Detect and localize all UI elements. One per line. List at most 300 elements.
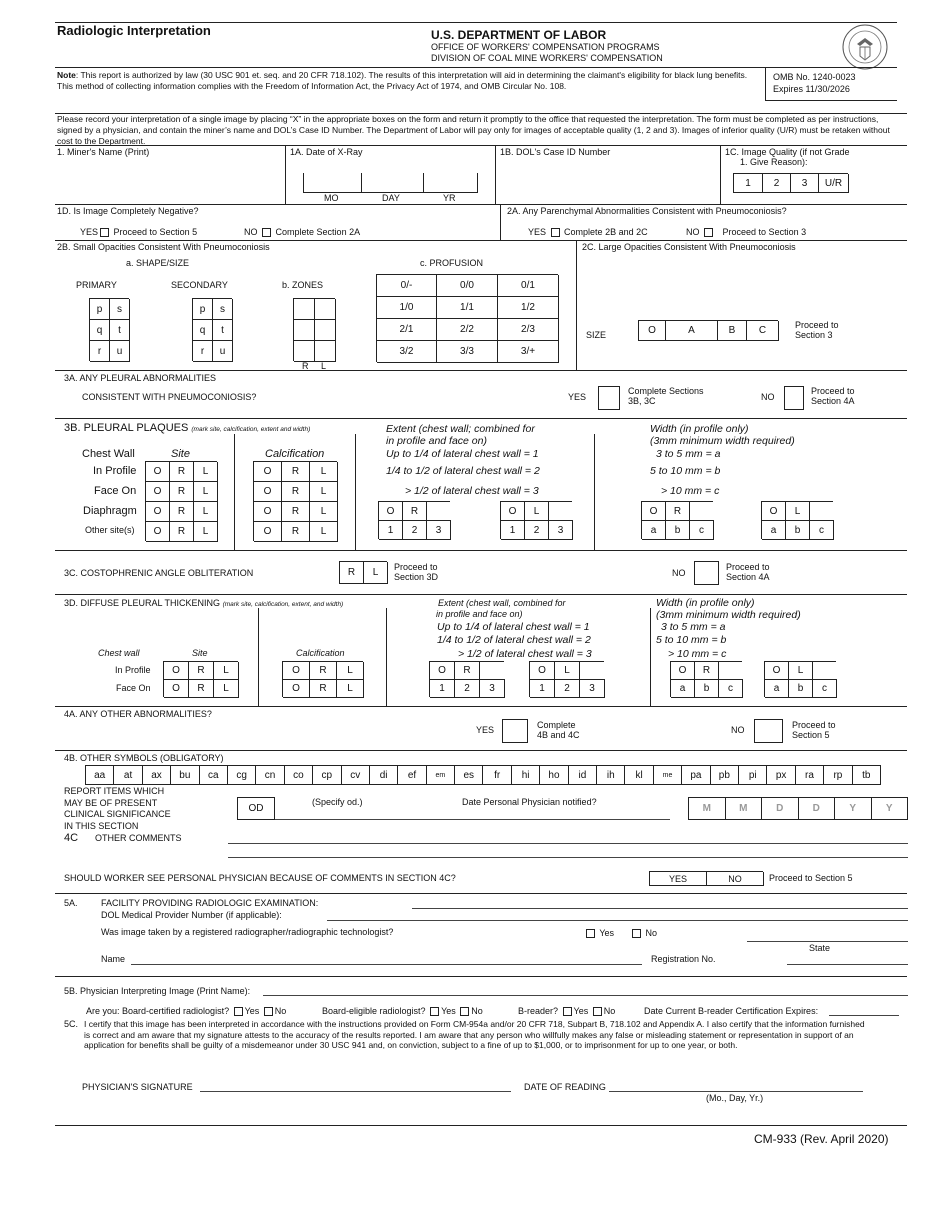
profusion-grid[interactable] — [376, 274, 558, 362]
profusion-cell[interactable]: 1/2 — [498, 297, 559, 319]
image-quality-options[interactable] — [733, 173, 848, 193]
plaque-width-heading-2: (3mm minimum width required) — [650, 435, 795, 447]
calc-r[interactable]: R — [282, 502, 310, 522]
od-box[interactable] — [237, 797, 275, 820]
checkbox-icon[interactable] — [460, 1007, 469, 1016]
date-notified-grid[interactable] — [688, 797, 908, 820]
calc-l[interactable]: L — [310, 462, 338, 482]
checkbox-icon — [632, 929, 641, 938]
other-comments-label: OTHER COMMENTS — [95, 833, 182, 843]
calc-r[interactable]: R — [282, 482, 310, 502]
other-symbols-grid[interactable] — [85, 765, 881, 785]
dpt-extent-3: > 1/2 of lateral chest wall = 3 — [458, 648, 592, 660]
dpt-extent-heading-2: in profile and face on) — [436, 609, 523, 619]
size-cell[interactable]: O — [639, 321, 666, 341]
see-physician-options[interactable] — [649, 871, 763, 886]
calc-l[interactable]: L — [337, 680, 364, 698]
width-b[interactable]: b — [695, 680, 719, 698]
chest-wall-label: Chest Wall — [82, 448, 135, 460]
omb-number: OMB No. 1240-0023 — [773, 72, 856, 82]
image-quality-label: 1C. Image Quality (if not Grade — [725, 147, 850, 157]
dpt-site-label: Site — [192, 648, 208, 658]
quality-option[interactable]: 1 — [734, 174, 763, 193]
extent-1[interactable]: 1 — [501, 521, 525, 540]
width-c[interactable]: c — [690, 521, 714, 540]
width-a[interactable]: a — [765, 680, 789, 698]
calc-l[interactable]: L — [337, 662, 364, 680]
other-abnormalities-label: 4A. ANY OTHER ABNORMALITIES? — [64, 709, 212, 719]
date-cell[interactable]: M — [689, 798, 726, 820]
proceed-section-5: Proceed to Section 5 — [769, 873, 853, 883]
profusion-cell[interactable]: 3/+ — [498, 341, 559, 363]
site-r[interactable]: R — [170, 522, 194, 542]
division-name: DIVISION OF COAL MINE WORKERS' COMPENSATION — [431, 53, 663, 63]
symbol-tb[interactable]: tb — [853, 766, 881, 785]
name-label: Name — [101, 954, 126, 964]
extent-1[interactable]: 1 — [530, 680, 555, 698]
costophrenic-l[interactable]: L — [364, 562, 388, 584]
checkbox-icon — [100, 228, 109, 237]
day-label: DAY — [382, 193, 400, 203]
symbol-px[interactable]: px — [767, 766, 795, 785]
pleural-plaques-title: 3B. PLEURAL PLAQUES (mark site, calcification, extent and width) — [64, 422, 311, 434]
width-r[interactable]: R — [666, 502, 690, 521]
dpt-width-heading-2: (3mm minimum width required) — [656, 609, 801, 621]
calc-l[interactable]: L — [310, 502, 338, 522]
zone-cell[interactable] — [315, 320, 336, 341]
shape-cell[interactable]: q — [90, 320, 110, 341]
board-eligible-question: Board-eligible radiologist? Yes No — [322, 1006, 483, 1016]
omb-expires: Expires 11/30/2026 — [773, 84, 850, 94]
blank-cell — [427, 502, 451, 521]
calc-o[interactable]: O — [254, 462, 282, 482]
checkbox-icon — [262, 228, 271, 237]
width-c[interactable]: c — [719, 680, 743, 698]
costophrenic-grid[interactable] — [339, 561, 387, 584]
legal-note: Note: This report is authorized by law (30 USC 901 et. seq. and 20 CFR 718.102). The results of this interpretation will aid in determining the claimant's eligibility for black lung benefits. This method of collecting information complies with the Freedom of Information Act, the Privacy Act of 1974, and OMB Circular No. 108. — [57, 70, 748, 91]
section-5a-label: 5A. — [64, 898, 78, 908]
profusion-cell[interactable]: 0/1 — [498, 275, 559, 297]
calc-o[interactable]: O — [283, 680, 310, 698]
checkbox-icon[interactable] — [593, 1007, 602, 1016]
small-opacities-label: 2B. Small Opacities Consistent With Pneumoconiosis — [57, 242, 270, 252]
dpt-width-1: 3 to 5 mm = a — [661, 621, 726, 633]
shape-size-label: a. SHAPE/SIZE — [126, 258, 190, 268]
symbol-ih[interactable]: ih — [597, 766, 625, 785]
width-a[interactable]: a — [762, 521, 786, 540]
primary-shape-grid[interactable] — [89, 298, 129, 361]
costophrenic-r[interactable]: R — [340, 562, 364, 584]
od-label[interactable]: OD — [238, 798, 275, 820]
date-cell[interactable]: D — [799, 798, 836, 820]
symbol-ho[interactable]: ho — [540, 766, 568, 785]
symbol-cg[interactable]: cg — [228, 766, 256, 785]
site-r[interactable]: R — [170, 462, 194, 482]
parenchymal-yes-option[interactable]: YES Complete 2B and 2C — [528, 227, 648, 237]
extent-2[interactable]: 2 — [455, 680, 480, 698]
width-o[interactable]: O — [642, 502, 666, 521]
zones-label: b. ZONES — [282, 280, 324, 290]
symbol-pb[interactable]: pb — [711, 766, 739, 785]
date-cell[interactable]: M — [726, 798, 763, 820]
costophrenic-no-label: NO — [672, 568, 686, 578]
facility-label: FACILITY PROVIDING RADIOLOGIC EXAMINATION: — [101, 898, 319, 908]
dpt-site-grid[interactable] — [163, 661, 238, 697]
dpt-width-heading: Width (in profile only) — [656, 597, 755, 609]
plaque-calcification-grid[interactable] — [253, 461, 337, 541]
zone-cell[interactable] — [294, 299, 315, 320]
other-symbols-label: 4B. OTHER SYMBOLS (OBLIGATORY) — [64, 753, 224, 763]
extent-1[interactable]: 1 — [430, 680, 455, 698]
plaque-extent-heading: Extent (chest wall; combined for — [386, 423, 535, 435]
costophrenic-no-action: Proceed to Section 4A — [726, 562, 770, 582]
shape-cell[interactable]: s — [213, 299, 233, 320]
dpt-calcification-grid[interactable] — [282, 661, 363, 697]
breader-question: B-reader? Yes No — [518, 1006, 616, 1016]
other-comments-section-label: 4C — [64, 832, 79, 844]
quality-option[interactable]: U/R — [819, 174, 849, 193]
dpt-width-2: 5 to 10 mm = b — [656, 634, 727, 646]
symbol-ef[interactable]: ef — [398, 766, 426, 785]
pleural-yes-box[interactable] — [598, 386, 620, 410]
radiographer-no-option[interactable]: No — [630, 928, 657, 938]
form-title: Radiologic Interpretation — [57, 23, 211, 38]
symbol-rp[interactable]: rp — [824, 766, 852, 785]
checkbox-icon[interactable] — [264, 1007, 273, 1016]
other-sites-label: Other site(s) — [85, 525, 135, 535]
zone-cell[interactable] — [315, 341, 336, 362]
dol-seal-icon — [842, 24, 888, 70]
see-physician-yes[interactable]: YES — [650, 872, 707, 886]
quality-option[interactable]: 2 — [763, 174, 791, 193]
dpt-extent-right-grid[interactable] — [429, 661, 504, 697]
dpt-chest-wall-label: Chest wall — [98, 648, 140, 658]
symbol-ax[interactable]: ax — [143, 766, 171, 785]
extent-2[interactable]: 2 — [403, 521, 427, 540]
breader-cert-expires-label: Date Current B-reader Certification Expires: — [644, 1006, 819, 1016]
extent-r[interactable]: R — [403, 502, 427, 521]
dpt-width-left-grid[interactable] — [764, 661, 836, 697]
size-cell[interactable]: C — [747, 321, 779, 341]
other-abnormalities-yes-label: YES — [476, 725, 495, 735]
size-cell[interactable]: B — [718, 321, 747, 341]
site-l[interactable]: L — [194, 482, 218, 502]
calc-r[interactable]: R — [282, 462, 310, 482]
in-profile-label: In Profile — [93, 465, 137, 477]
pleural-no-action: Proceed to Section 4A — [811, 386, 855, 406]
site-l[interactable]: L — [214, 662, 239, 680]
blank-cell — [719, 662, 743, 680]
blank-cell — [813, 662, 837, 680]
extent-2[interactable]: 2 — [525, 521, 549, 540]
plaque-extent-2: 1/4 to 1/2 of lateral chest wall = 2 — [386, 465, 540, 477]
plaque-extent-heading-2: in profile and face on) — [386, 435, 487, 447]
secondary-label: SECONDARY — [171, 280, 228, 290]
profusion-cell[interactable]: 2/3 — [498, 319, 559, 341]
calc-l[interactable]: L — [310, 522, 338, 542]
date-cell[interactable]: Y — [835, 798, 872, 820]
checkbox-icon — [704, 228, 713, 237]
profusion-cell[interactable]: 3/3 — [437, 341, 498, 363]
negative-question: 1D. Is Image Completely Negative? — [57, 206, 199, 216]
site-l[interactable]: L — [194, 502, 218, 522]
dpt-width-3: > 10 mm = c — [668, 648, 727, 660]
site-l[interactable]: L — [194, 522, 218, 542]
symbol-co[interactable]: co — [285, 766, 313, 785]
width-a[interactable]: a — [642, 521, 666, 540]
shape-cell[interactable]: q — [193, 320, 213, 341]
width-a[interactable]: a — [671, 680, 695, 698]
large-opacities-label: 2C. Large Opacities Consistent With Pneumoconiosis — [582, 242, 796, 252]
other-abnormalities-no-action: Proceed to Section 5 — [792, 720, 836, 740]
symbol-ca[interactable]: ca — [200, 766, 228, 785]
shape-cell[interactable]: u — [110, 341, 130, 362]
width-b[interactable]: b — [666, 521, 690, 540]
dpt-extent-1: Up to 1/4 of lateral chest wall = 1 — [437, 621, 590, 633]
symbol-at[interactable]: at — [114, 766, 142, 785]
blank-cell — [580, 662, 605, 680]
dpt-extent-left-grid[interactable] — [529, 661, 604, 697]
xray-date-label: 1A. Date of X-Ray — [290, 147, 363, 157]
large-opacity-size-grid[interactable] — [638, 320, 778, 341]
signature-line[interactable] — [200, 1091, 511, 1092]
dpt-in-profile-label: In Profile — [115, 665, 151, 675]
plaque-site-grid[interactable] — [145, 461, 217, 541]
calc-r[interactable]: R — [282, 522, 310, 542]
symbol-em[interactable]: em — [427, 766, 455, 785]
parenchymal-question: 2A. Any Parenchymal Abnormalities Consistent with Pneumoconiosis? — [507, 206, 787, 216]
width-r[interactable]: R — [695, 662, 719, 680]
symbol-id[interactable]: id — [569, 766, 597, 785]
calcification-label: Calcification — [265, 448, 325, 460]
site-r[interactable]: R — [189, 662, 214, 680]
pleural-no-label: NO — [761, 392, 775, 402]
signature-label: PHYSICIAN'S SIGNATURE — [82, 1082, 193, 1092]
pleural-yes-label: YES — [568, 392, 587, 402]
calc-o[interactable]: O — [254, 502, 282, 522]
negative-yes-option[interactable]: YES Proceed to Section 5 — [80, 227, 198, 237]
certification-text: I certify that this image has been interpreted in accordance with the instructions provided on Form CM-954a and/or 20 CFR 718, Subpart B, 718.102 and Appendix A. I also certify that the information furnished is correct and am aware that my signature attests to the accuracy of the results reported. I am aware that any person who willfully makes any false or misleading statement or representation in support of an application for benefits shall be guilty of a misdemeanor under 30 USC 941 and, on conviction, subject to a fine of up to $1,000, or to imprisonment for up to one year, or both. — [84, 1019, 865, 1050]
symbol-cv[interactable]: cv — [342, 766, 370, 785]
extent-l[interactable]: L — [555, 662, 580, 680]
dpt-width-right-grid[interactable] — [670, 661, 742, 697]
checkbox-icon[interactable] — [563, 1007, 572, 1016]
shape-cell[interactable]: p — [193, 299, 213, 320]
site-r[interactable]: R — [170, 502, 194, 522]
site-o[interactable]: O — [146, 502, 170, 522]
blank-cell — [480, 662, 505, 680]
symbol-cp[interactable]: cp — [313, 766, 341, 785]
see-physician-question: SHOULD WORKER SEE PERSONAL PHYSICIAN BECAUSE OF COMMENTS IN SECTION 4C? — [64, 873, 456, 883]
provider-number-label: DOL Medical Provider Number (if applicable): — [101, 910, 282, 920]
shape-cell[interactable]: u — [213, 341, 233, 362]
board-certified-question: Are you: Board-certified radiologist? Yes No — [86, 1006, 287, 1016]
parenchymal-no-option[interactable]: NO Proceed to Section 3 — [686, 227, 807, 237]
office-name: OFFICE OF WORKERS' COMPENSATION PROGRAMS — [431, 42, 660, 52]
case-id-label: 1B. DOL's Case ID Number — [500, 147, 611, 157]
registration-label: Registration No. — [651, 954, 716, 964]
plaque-width-1: 3 to 5 mm = a — [656, 448, 721, 460]
pleural-no-box[interactable] — [784, 386, 804, 410]
date-cell[interactable]: Y — [872, 798, 909, 820]
radiographer-yes-option[interactable]: Yes — [584, 928, 614, 938]
profusion-cell[interactable]: 1/1 — [437, 297, 498, 319]
dpt-calcification-label: Calcification — [296, 648, 345, 658]
shape-cell[interactable]: s — [110, 299, 130, 320]
symbol-di[interactable]: di — [370, 766, 398, 785]
site-o[interactable]: O — [146, 462, 170, 482]
width-o[interactable]: O — [765, 662, 789, 680]
date-of-reading-line[interactable] — [609, 1091, 863, 1092]
shape-cell[interactable]: p — [90, 299, 110, 320]
extent-1[interactable]: 1 — [379, 521, 403, 540]
zone-left-label: L — [321, 361, 327, 371]
site-o[interactable]: O — [164, 680, 189, 698]
extent-3[interactable]: 3 — [580, 680, 605, 698]
other-abnormalities-yes-action: Complete 4B and 4C — [537, 720, 580, 740]
pleural-abnormalities-label: 3A. ANY PLEURAL ABNORMALITIES — [64, 373, 217, 383]
symbol-hi[interactable]: hi — [512, 766, 540, 785]
checkbox-icon — [551, 228, 560, 237]
calc-o[interactable]: O — [254, 522, 282, 542]
calc-o[interactable]: O — [283, 662, 310, 680]
instructions: Please record your interpretation of a single image by placing “X” in the appropriate boxes on the form and return it promptly to the office that requested the interpretation. The form must be completed as per instructions, signed by a physician, and contain the miner’s name and DOL’s Case ID Number. The Department of Labor will pay only for images of acceptable quality (1, 2 and 3). Images of inferior quality (U/R) must be retaken without cost to the Department. — [57, 114, 890, 146]
extent-l[interactable]: L — [525, 502, 549, 521]
extent-o[interactable]: O — [430, 662, 455, 680]
width-b[interactable]: b — [789, 680, 813, 698]
symbol-me[interactable]: me — [654, 766, 682, 785]
size-label: SIZE — [586, 330, 607, 340]
profusion-cell[interactable]: 0/0 — [437, 275, 498, 297]
zone-right-label: R — [302, 361, 309, 371]
pleural-yes-action: Complete Sections 3B, 3C — [628, 386, 704, 406]
checkbox-icon — [586, 929, 595, 938]
shape-cell[interactable]: t — [110, 320, 130, 341]
extent-3[interactable]: 3 — [549, 521, 573, 540]
see-physician-no[interactable]: NO — [707, 872, 764, 886]
quality-option[interactable]: 3 — [791, 174, 819, 193]
extent-3[interactable]: 3 — [480, 680, 505, 698]
profusion-label: c. PROFUSION — [420, 258, 484, 268]
site-o[interactable]: O — [146, 522, 170, 542]
other-abnormalities-yes-box[interactable] — [502, 719, 528, 743]
checkbox-icon[interactable] — [234, 1007, 243, 1016]
site-r[interactable]: R — [189, 680, 214, 698]
profusion-cell[interactable]: 0/- — [377, 275, 437, 297]
diffuse-thickening-title: 3D. DIFFUSE PLEURAL THICKENING (mark site, calcification, extent, and width) — [64, 598, 344, 608]
calc-o[interactable]: O — [254, 482, 282, 502]
plaque-extent-left-grid[interactable] — [500, 501, 572, 539]
symbol-fr[interactable]: fr — [483, 766, 511, 785]
site-o[interactable]: O — [146, 482, 170, 502]
size-cell[interactable]: A — [666, 321, 718, 341]
symbol-cn[interactable]: cn — [256, 766, 284, 785]
miner-name-label: 1. Miner's Name (Print) — [57, 147, 150, 157]
checkbox-icon[interactable] — [430, 1007, 439, 1016]
symbol-pa[interactable]: pa — [682, 766, 710, 785]
calc-l[interactable]: L — [310, 482, 338, 502]
width-b[interactable]: b — [786, 521, 810, 540]
extent-o[interactable]: O — [501, 502, 525, 521]
symbol-pi[interactable]: pi — [739, 766, 767, 785]
date-of-reading-label: DATE OF READING — [524, 1082, 606, 1092]
costophrenic-label: 3C. COSTOPHRENIC ANGLE OBLITERATION — [64, 568, 254, 578]
pleural-abnormalities-label-2: CONSISTENT WITH PNEUMOCONIOSIS? — [82, 392, 257, 402]
plaque-width-2: 5 to 10 mm = b — [650, 465, 721, 477]
profusion-cell[interactable]: 1/0 — [377, 297, 437, 319]
other-abnormalities-no-box[interactable] — [754, 719, 783, 743]
plaque-width-right-grid[interactable] — [641, 501, 713, 539]
plaque-extent-1: Up to 1/4 of lateral chest wall = 1 — [386, 448, 539, 460]
image-quality-label-2: 1. Give Reason): — [740, 157, 808, 167]
proceed-section-3: Proceed to Section 3 — [795, 320, 839, 340]
symbol-ra[interactable]: ra — [796, 766, 824, 785]
secondary-shape-grid[interactable] — [192, 298, 232, 361]
costophrenic-no-box[interactable] — [694, 561, 719, 585]
width-l[interactable]: L — [789, 662, 813, 680]
negative-no-option[interactable]: NO Complete Section 2A — [244, 227, 361, 237]
face-on-label: Face On — [94, 485, 137, 497]
zone-cell[interactable] — [315, 299, 336, 320]
width-l[interactable]: L — [786, 502, 810, 521]
dpt-face-on-label: Face On — [116, 683, 151, 693]
blank-cell — [810, 502, 834, 521]
plaque-width-left-grid[interactable] — [761, 501, 833, 539]
date-notified-label: Date Personal Physician notified? — [462, 797, 597, 807]
extent-3[interactable]: 3 — [427, 521, 451, 540]
site-l[interactable]: L — [194, 462, 218, 482]
xray-date-field[interactable] — [303, 173, 478, 193]
physician-name-label: 5B. Physician Interpreting Image (Print Name): — [64, 986, 251, 996]
symbol-aa[interactable]: aa — [86, 766, 114, 785]
calc-r[interactable]: R — [310, 680, 337, 698]
profusion-cell[interactable]: 2/2 — [437, 319, 498, 341]
profusion-cell[interactable]: 2/1 — [377, 319, 437, 341]
blank-cell — [549, 502, 573, 521]
extent-r[interactable]: R — [455, 662, 480, 680]
extent-2[interactable]: 2 — [555, 680, 580, 698]
plaque-extent-3: > 1/2 of lateral chest wall = 3 — [405, 485, 539, 497]
width-c[interactable]: c — [810, 521, 834, 540]
symbol-kl[interactable]: kl — [625, 766, 653, 785]
symbol-bu[interactable]: bu — [171, 766, 199, 785]
month-label: MO — [324, 193, 339, 203]
zones-grid[interactable] — [293, 298, 335, 361]
site-l[interactable]: L — [214, 680, 239, 698]
year-label: YR — [443, 193, 456, 203]
extent-o[interactable]: O — [379, 502, 403, 521]
symbol-es[interactable]: es — [455, 766, 483, 785]
site-r[interactable]: R — [170, 482, 194, 502]
width-o[interactable]: O — [762, 502, 786, 521]
shape-cell[interactable]: t — [213, 320, 233, 341]
profusion-cell[interactable]: 3/2 — [377, 341, 437, 363]
width-o[interactable]: O — [671, 662, 695, 680]
date-cell[interactable]: D — [762, 798, 799, 820]
zone-cell[interactable] — [294, 341, 315, 362]
site-label: Site — [171, 448, 190, 460]
state-label: State — [809, 943, 831, 953]
shape-cell[interactable]: r — [193, 341, 213, 362]
plaque-extent-right-grid[interactable] — [378, 501, 450, 539]
zone-cell[interactable] — [294, 320, 315, 341]
shape-cell[interactable]: r — [90, 341, 110, 362]
dpt-extent-heading: Extent (chest wall, combined for — [438, 598, 566, 608]
site-o[interactable]: O — [164, 662, 189, 680]
width-c[interactable]: c — [813, 680, 837, 698]
calc-r[interactable]: R — [310, 662, 337, 680]
extent-o[interactable]: O — [530, 662, 555, 680]
